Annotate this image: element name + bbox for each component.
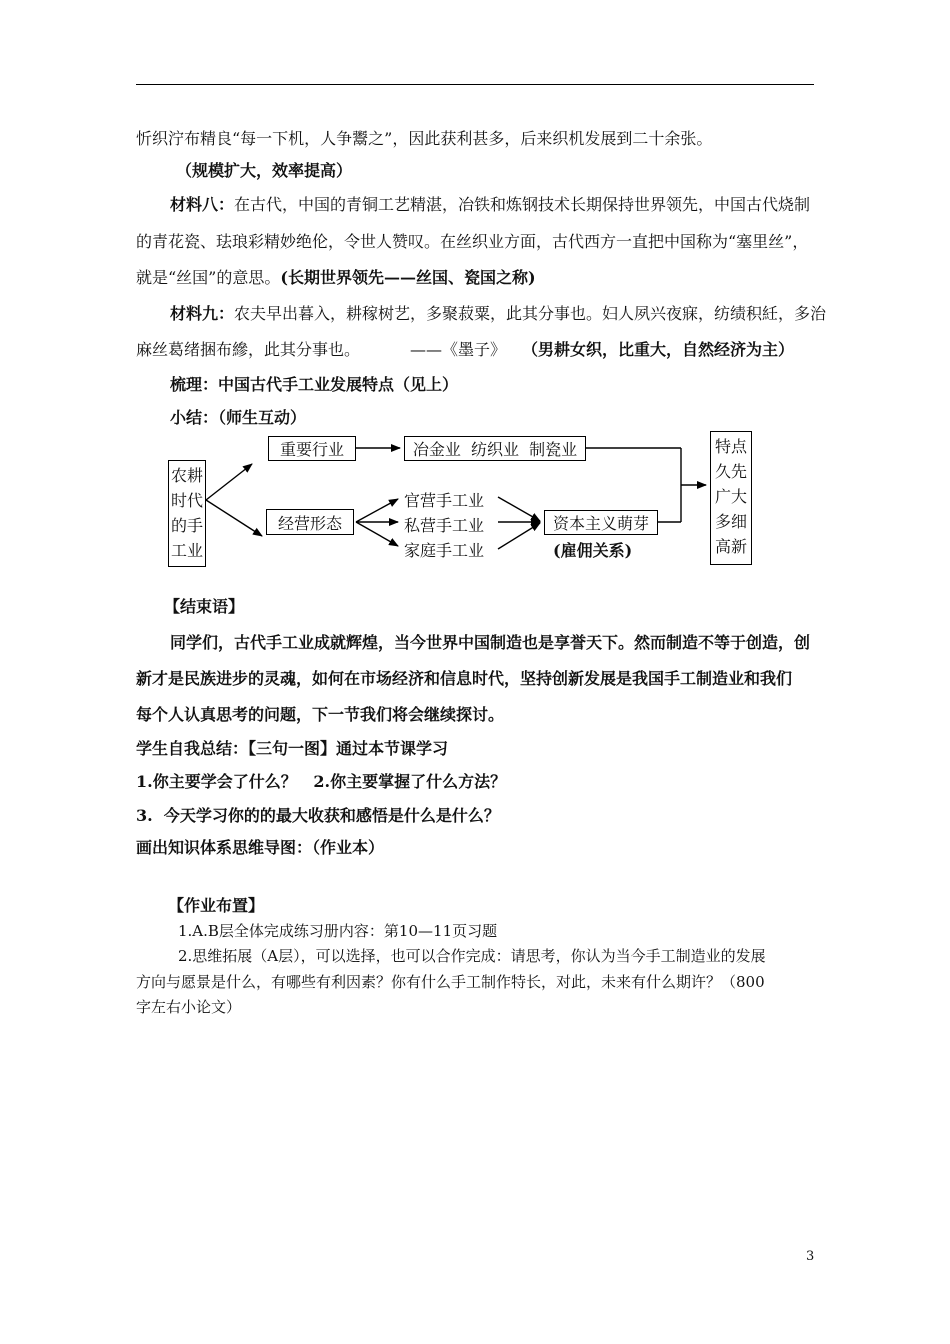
diagram-box-agrarian-handicraft <box>168 460 206 567</box>
box-line: 高新 <box>714 537 747 556</box>
text-line-bold: （男耕女织，比重大，自然经济为主） <box>522 340 795 359</box>
header-rule <box>136 84 814 85</box>
box-line: 时代 <box>170 491 203 510</box>
homework-line: 字左右小论文） <box>136 998 242 1016</box>
material-9-line <box>170 303 826 325</box>
diagram-box-important-industries <box>268 436 356 461</box>
question-3: 3. 今天学习你的的最大收获和感悟是什么是什么？ <box>136 806 500 825</box>
mindmap-line: 画出知识体系思维导图：（作业本） <box>136 838 385 857</box>
question-1-2: 1.你主要学会了什么？ 2.你主要掌握了什么方法？ <box>136 772 507 791</box>
diagram-label-hire: (雇佣关系) <box>553 541 633 560</box>
diagram-box-capitalism-sprouts <box>544 510 658 535</box>
summary-sort: 梳理：中国古代手工业发展特点（见上） <box>170 375 459 394</box>
closing-line: 同学们，古代手工业成就辉煌，当今世界中国制造也是享誉天下。然而制造不等于创造，创 <box>170 633 811 652</box>
homework-line: 1.A.B层全体完成练习册内容：第10—11页习题 <box>178 922 498 940</box>
box-line: 农耕 <box>170 466 203 485</box>
text-line: 的青花瓷、珐琅彩精妙绝伦，令世人赞叹。在丝织业方面，古代西方一直把中国称为“塞里丝”， <box>136 232 809 251</box>
box-line: 工业 <box>170 541 203 560</box>
text-span: 就是“丝国”的意思。 <box>136 268 281 287</box>
page-number: 3 <box>806 1249 815 1264</box>
diagram-label-official: 官营手工业 <box>404 491 485 510</box>
diagram-box-industries <box>404 436 586 461</box>
material-9-text: 农夫早出暮入，耕稼树艺，多聚菽粟，此其分事也。妇人夙兴夜寐，纺绩积紝，多治 <box>234 304 827 323</box>
text-line-bold: （规模扩大，效率提高） <box>176 161 353 180</box>
text-line: 麻丝葛绪捆布縿，此其分事也。 <box>136 340 361 359</box>
material-8-label: 材料八： <box>170 195 235 214</box>
box-line: 久先 <box>714 462 747 481</box>
box-line: 广大 <box>714 487 747 506</box>
self-summary: 学生自我总结：【三句一图】通过本节课学习 <box>136 739 449 758</box>
material-8-line-3 <box>136 267 536 289</box>
diagram-box-business-forms <box>266 509 354 535</box>
closing-title: 【结束语】 <box>164 597 245 616</box>
box-label: 资本主义萌芽 <box>552 514 649 533</box>
homework-line: 方向与愿景是什么，有哪些有利因素？你有什么手工制作特长，对此，未来有什么期许？（800 <box>136 973 765 991</box>
diagram-label-family: 家庭手工业 <box>404 541 485 560</box>
summary-small: 小结：（师生互动） <box>170 408 307 427</box>
diagram-box-features <box>710 431 752 565</box>
text-span-bold: (长期世界领先——丝国、瓷国之称) <box>280 268 536 287</box>
box-label: 冶金业 纺织业 制瓷业 <box>412 440 578 459</box>
box-line: 多细 <box>714 512 747 531</box>
box-line: 的手 <box>170 516 203 535</box>
material-8-line <box>170 194 810 216</box>
box-label: 经营形态 <box>277 513 342 533</box>
homework-line: 2.思维拓展（A层），可以选择，也可以合作完成：请思考，你认为当今手工制造业的发展 <box>178 947 766 965</box>
box-label: 重要行业 <box>279 440 344 459</box>
text-line: 忻织泞布精良“每一下机，人争鬻之”，因此获利甚多，后来织机发展到二十余张。 <box>136 129 713 148</box>
closing-line: 新才是民族进步的灵魂，如何在市场经济和信息时代，坚持创新发展是我国手工制造业和我们 <box>136 669 793 688</box>
box-line: 特点 <box>714 437 747 456</box>
citation: ——《墨子》 <box>410 340 507 359</box>
diagram-label-private: 私营手工业 <box>404 516 485 535</box>
material-9-label: 材料九： <box>170 304 235 323</box>
closing-line: 每个人认真思考的问题，下一节我们将会继续探讨。 <box>136 705 505 724</box>
material-8-text: 在古代，中国的青铜工艺精湛，冶铁和炼钢技术长期保持世界领先，中国古代烧制 <box>234 195 811 214</box>
homework-title: 【作业布置】 <box>168 896 265 915</box>
